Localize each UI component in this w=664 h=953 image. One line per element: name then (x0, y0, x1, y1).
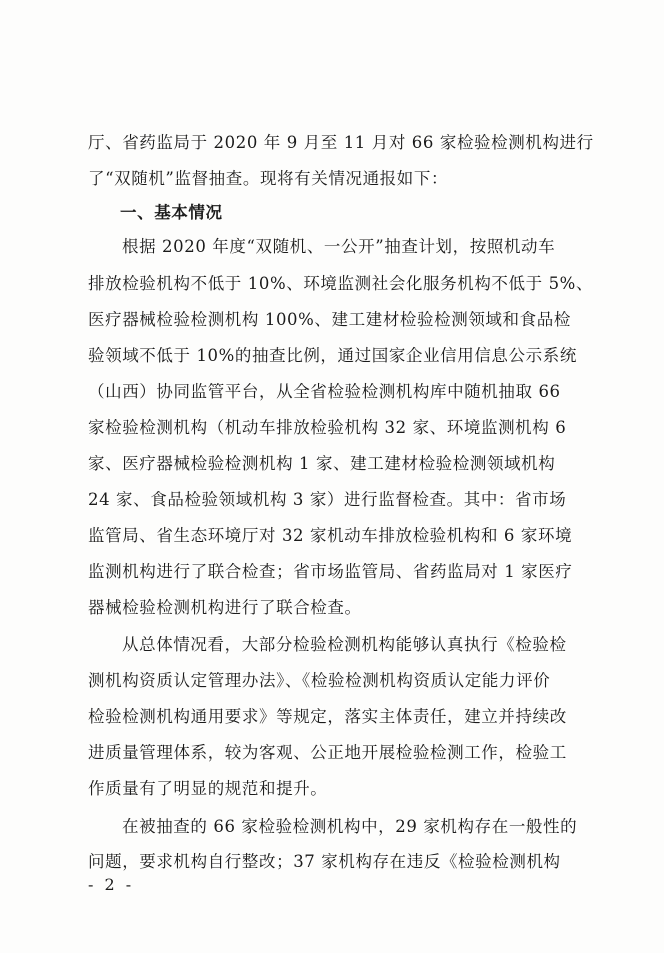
body-line: 24 家、食品检验领域机构 3 家）进行监督检查。其中：省市场 (88, 490, 567, 509)
section-heading: 一、基本情况 (120, 203, 223, 222)
body-line: 医疗器械检验检测机构 100%、建工建材检验检测领域和食品检 (88, 310, 571, 329)
page-number: - 2 - (88, 875, 135, 894)
body-line: （山西）协同监管平台，从全省检验检测机构库中随机抽取 66 (88, 382, 561, 401)
body-line: 器械检验检测机构进行了联合检查。 (88, 598, 362, 617)
body-line: 监测机构进行了联合检查；省市场监管局、省药监局对 1 家医疗 (88, 562, 573, 581)
body-line: 测机构资质认定管理办法》、《检验检测机构资质认定能力评价 (88, 671, 551, 690)
body-line: 验领域不低于 10%的抽查比例，通过国家企业信用信息公示系统 (88, 346, 577, 365)
body-line: 在被抽查的 66 家检验检测机构中，29 家机构存在一般性的 (122, 817, 578, 836)
body-line: 厅、省药监局于 2020 年 9 月至 11 月对 66 家检验检测机构进行 (88, 133, 594, 152)
body-line: 进质量管理体系，较为客观、公正地开展检验检测工作，检验工 (88, 743, 567, 762)
body-line: 监管局、省生态环境厅对 32 家机动车排放检验机构和 6 家环境 (88, 526, 573, 545)
body-line: 问题，要求机构自行整改；37 家机构存在违反《检验检测机构 (88, 852, 561, 871)
body-line: 排放检验机构不低于 10%、环境监测社会化服务机构不低于 5%、 (88, 274, 594, 293)
body-line: 家检验检测机构（机动车排放检验机构 32 家、环境监测机构 6 (88, 418, 567, 437)
body-line: 家、医疗器械检验检测机构 1 家、建工建材检验检测领域机构 (88, 454, 556, 473)
body-line: 检验检测机构通用要求》等规定，落实主体责任，建立并持续改 (88, 707, 567, 726)
body-line: 作质量有了明显的规范和提升。 (88, 779, 328, 798)
body-line: 根据 2020 年度“双随机、一公开”抽查计划，按照机动车 (122, 237, 556, 256)
body-line: 了“双随机”监督抽查。现将有关情况通报如下： (88, 169, 449, 188)
body-line: 从总体情况看，大部分检验检测机构能够认真执行《检验检 (122, 635, 567, 654)
